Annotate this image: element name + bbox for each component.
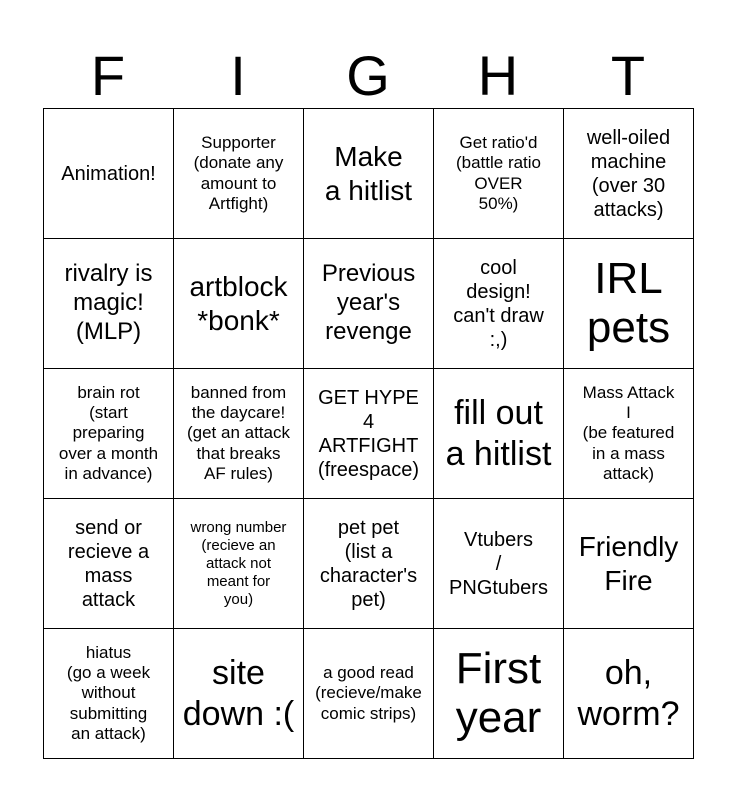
bingo-cell[interactable]: [174, 109, 304, 239]
bingo-cell-text: First year: [455, 644, 542, 742]
bingo-cell-text: cool design! can't draw :,): [453, 256, 544, 351]
header-letter-f: F: [90, 44, 126, 107]
bingo-cell-text: rivalry is magic! (MLP): [64, 260, 153, 345]
bingo-cell[interactable]: [434, 239, 564, 369]
bingo-row: [44, 239, 694, 369]
bingo-cell-text: Make a hitlist: [324, 140, 413, 206]
bingo-cell[interactable]: [44, 499, 174, 629]
bingo-cell-text: well-oiled machine (over 30 attacks): [586, 126, 671, 221]
bingo-cell-text: Get ratio'd (battle ratio OVER 50%): [455, 132, 542, 213]
bingo-cell-text: banned from the daycare! (get an attack that breaks AF rules): [186, 382, 290, 484]
bingo-cell-text: GET HYPE 4 ARTFIGHT (freespace): [317, 386, 420, 481]
header-letter-h: H: [477, 44, 519, 107]
bingo-cell[interactable]: [304, 369, 434, 499]
bingo-cell[interactable]: [174, 369, 304, 499]
bingo-cell-text: artblock *bonk*: [189, 270, 288, 336]
bingo-cell-text: fill out a hitlist: [445, 393, 552, 473]
bingo-cell-text: hiatus (go a week without submitting an attack): [66, 642, 151, 744]
bingo-cell-text: Vtubers / PNGtubers: [449, 528, 548, 599]
bingo-cell[interactable]: [44, 239, 174, 369]
bingo-cell[interactable]: [564, 369, 694, 499]
bingo-cell[interactable]: [434, 109, 564, 239]
bingo-cell[interactable]: [174, 629, 304, 759]
bingo-cell-text: pet pet (list a character's pet): [319, 516, 418, 611]
bingo-cell[interactable]: [564, 629, 694, 759]
bingo-cell[interactable]: [564, 499, 694, 629]
bingo-cell[interactable]: [304, 109, 434, 239]
bingo-cell[interactable]: [44, 109, 174, 239]
header-letter-i: I: [230, 44, 246, 107]
bingo-row: [44, 369, 694, 499]
bingo-cell[interactable]: [564, 239, 694, 369]
bingo-cell[interactable]: [44, 629, 174, 759]
bingo-header: [43, 44, 693, 108]
bingo-cell[interactable]: [174, 239, 304, 369]
bingo-cell[interactable]: [174, 499, 304, 629]
bingo-cell-text: oh, worm?: [577, 653, 680, 733]
bingo-cell[interactable]: [44, 369, 174, 499]
bingo-cell-text: Animation!: [61, 162, 156, 185]
bingo-cell-text: site down :(: [182, 653, 295, 733]
bingo-cell[interactable]: [564, 109, 694, 239]
bingo-cell[interactable]: [434, 369, 564, 499]
bingo-cell-text: Previous year's revenge: [321, 260, 416, 345]
header-letter-g: G: [346, 44, 390, 107]
bingo-cell-text: Supporter (donate any amount to Artfight): [193, 132, 284, 213]
bingo-cell-text: Friendly Fire: [578, 530, 679, 596]
bingo-cell[interactable]: [304, 239, 434, 369]
bingo-cell[interactable]: [434, 499, 564, 629]
bingo-cell-text: brain rot (start preparing over a month in advance): [58, 382, 159, 484]
bingo-cell-text: Mass Attack I (be featured in a mass attack): [582, 382, 675, 484]
bingo-grid: [43, 108, 694, 759]
bingo-row: [44, 629, 694, 759]
header-letter-t: T: [610, 44, 646, 107]
bingo-row: [44, 109, 694, 239]
bingo-cell[interactable]: [304, 499, 434, 629]
bingo-cell[interactable]: [304, 629, 434, 759]
bingo-cell-text: wrong number (recieve an attack not meant for you): [190, 518, 287, 608]
bingo-cell-text: send or recieve a mass attack: [67, 516, 150, 611]
bingo-cell-text: a good read (recieve/make comic strips): [315, 662, 422, 723]
bingo-row: [44, 499, 694, 629]
bingo-cell-text: IRL pets: [586, 254, 671, 352]
bingo-cell[interactable]: [434, 629, 564, 759]
